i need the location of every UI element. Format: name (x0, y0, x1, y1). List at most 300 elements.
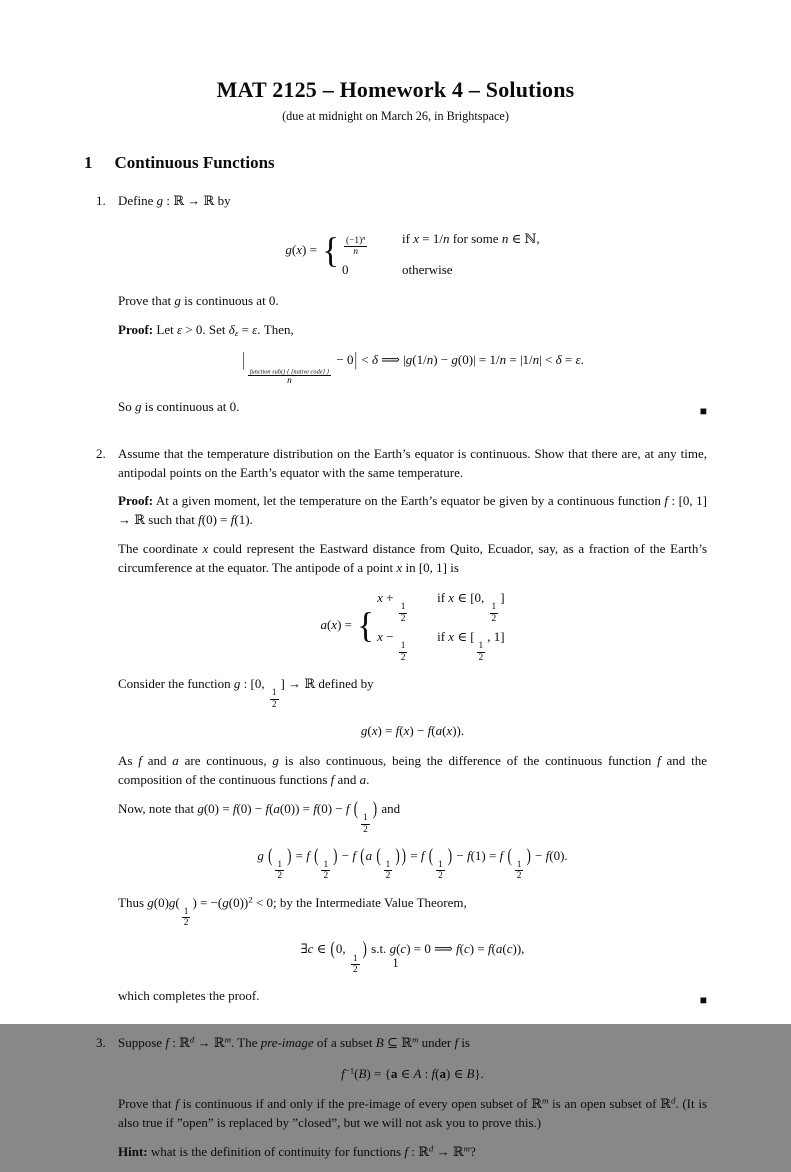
problem-2-continuity-argument (118, 752, 707, 789)
superscript: 2 (248, 894, 253, 905)
problem-1 (96, 192, 707, 427)
text-run: x (377, 629, 383, 645)
text-run: 1 (363, 813, 368, 824)
text-run: f (306, 847, 310, 863)
text-run: f (230, 512, 235, 528)
cases-value (377, 589, 425, 624)
text-run: Consider the function (118, 675, 234, 691)
text-run: 1 (478, 641, 484, 652)
text-run: : (421, 1065, 432, 1081)
text-run: 1 (491, 602, 497, 613)
fraction-denominator (321, 871, 330, 881)
fraction-denominator (399, 653, 408, 663)
text-run: g (257, 847, 264, 863)
text-run: δ (555, 352, 562, 368)
math-fraction (399, 641, 408, 663)
text-run: f (664, 493, 669, 509)
text-run: n (426, 352, 434, 368)
fraction-numerator (321, 860, 330, 872)
text-run: g (147, 894, 154, 910)
text-run (424, 848, 427, 863)
text-run: = (292, 847, 307, 863)
text-run: in [0, 1] is (402, 559, 459, 575)
problem-3 (96, 1034, 707, 1172)
text-run: ( (291, 242, 297, 258)
text-run: c (400, 941, 407, 957)
text-run: f (420, 847, 425, 863)
cases-condition (402, 261, 453, 280)
fraction-numerator (361, 813, 370, 825)
math-cases (320, 222, 539, 280)
text-run: 0, (335, 941, 349, 957)
text-run: x (371, 722, 378, 738)
text-run: < (358, 352, 372, 368)
text-run: . (It is also true if ”open” is replaced by ”closed”, but we will not ask you to prove this.) (118, 1096, 707, 1131)
superscript: m (224, 1034, 231, 1045)
text-run: ( (431, 722, 436, 738)
text-run: ( (354, 1065, 359, 1081)
text-run: x (296, 242, 303, 258)
fraction-numerator (270, 688, 279, 700)
text-run: Prove that (118, 1096, 176, 1112)
text-run: are continuous, (178, 753, 273, 769)
text-run: f (427, 722, 432, 738)
problem-2 (96, 445, 707, 1016)
text-run: Proof: (118, 321, 154, 337)
text-run: g (233, 675, 241, 691)
text-run: (0) − (316, 800, 346, 816)
text-run: f (404, 1143, 408, 1159)
text-run: f (395, 722, 400, 738)
math-fraction (515, 860, 524, 882)
fraction-denominator (490, 614, 499, 624)
page-number: 1 (392, 956, 399, 970)
cases-value (342, 222, 390, 257)
cases-row (342, 222, 540, 257)
problem-1-proof-intro (118, 321, 707, 340)
big-delimiter: ( (376, 843, 381, 866)
problem-2-proof-intro (118, 492, 707, 529)
text-run: otherwise (402, 262, 453, 278)
text-run (264, 848, 267, 863)
cases-value (377, 628, 425, 663)
superscript: m (411, 1034, 419, 1045)
problem-3-statement (118, 1034, 707, 1053)
text-run: Assume that the temperature distribution on the Earth’s equator is continuous. Show that there are, at any time, antipodal points on the Earth’s equator with the same temperature. (118, 445, 707, 480)
text-run: ( (326, 617, 332, 633)
text-run: f (165, 1034, 169, 1050)
text-run: (0) = (201, 512, 231, 528)
text-run: ) = (377, 722, 396, 738)
text-run: g (451, 352, 458, 368)
big-delimiter: ) (526, 843, 531, 866)
text-run: ] (500, 590, 505, 606)
subscript: function sub() { [native code] } (249, 368, 330, 376)
math-fraction (490, 602, 499, 624)
text-run: f (198, 512, 202, 528)
fraction-denominator (351, 247, 360, 257)
qed-square-icon: ■ (699, 992, 707, 1007)
text-run: : [0, (240, 675, 268, 691)
text-run (372, 848, 375, 863)
text-run: Hint: (118, 1143, 148, 1159)
text-run: )). (452, 722, 465, 738)
text-run: 2 (400, 614, 406, 624)
text-run: g (156, 192, 164, 208)
problem-2-consider (118, 675, 707, 710)
big-delimiter: ) (401, 843, 407, 866)
fraction-numerator (436, 860, 445, 872)
text-run: 2 (183, 918, 189, 929)
cases-condition (437, 628, 504, 663)
text-run: under (418, 1034, 455, 1050)
problem-2-thus (118, 894, 707, 929)
text-run: B (466, 1065, 475, 1081)
fraction-numerator (515, 860, 524, 872)
problem-2-body (116, 445, 707, 1016)
text-run: ( (269, 800, 274, 816)
text-run: n (499, 352, 507, 368)
text-run: Proof: (118, 493, 154, 509)
problem-1-body (116, 192, 707, 427)
text-run: )), (512, 941, 525, 957)
text-run: + (382, 590, 397, 606)
document-subtitle: (due at midnight on March 26, in Brightspace) (282, 108, 509, 123)
text-run: 2 (277, 871, 283, 882)
text-run: g (197, 800, 204, 816)
text-run: and the composition of the continuous functions (118, 753, 707, 788)
text-run: ) = (469, 941, 488, 957)
text-run: 2 (516, 871, 522, 882)
text-run: x (448, 629, 455, 645)
fraction-denominator (384, 871, 393, 881)
problem-1-conclusion-text (118, 398, 239, 417)
math-fraction (270, 688, 279, 710)
superscript: m (463, 1143, 471, 1154)
math-fraction (399, 602, 408, 624)
text-run: ) − (409, 722, 428, 738)
text-run: ] → ℝ defined by (280, 675, 374, 691)
text-run: g (174, 292, 181, 308)
text-run: 1 (277, 859, 283, 870)
text-run: 2 (323, 871, 329, 882)
problem-1-statement (118, 192, 707, 211)
text-run: ( (435, 1065, 440, 1081)
text-run: ) = (337, 617, 356, 633)
text-run: 1 (323, 859, 329, 870)
section-heading (84, 151, 707, 175)
text-run: 2 (385, 871, 391, 882)
equation-preimage-definition (118, 1065, 707, 1084)
superscript: d (189, 1034, 195, 1045)
text-run: is continuous at 0. (180, 292, 279, 308)
text-run: : ℝ (168, 1034, 190, 1050)
text-run: is continuous at 0. (141, 399, 240, 415)
cases-brace: { (322, 230, 340, 271)
math-fraction (477, 641, 486, 663)
math-fraction (344, 236, 367, 258)
text-run: a (365, 847, 373, 863)
qed-square-icon: ■ (699, 403, 707, 418)
big-delimiter: ( (507, 843, 512, 866)
equation-g-half (118, 843, 707, 882)
text-run: g (360, 722, 368, 738)
math-fraction (361, 813, 370, 835)
big-delimiter: ) (333, 843, 338, 866)
big-delimiter: ( (353, 797, 359, 819)
text-run: So (118, 399, 135, 415)
text-run: a (390, 1065, 398, 1081)
text-run: = (407, 847, 421, 863)
document-title: MAT 2125 – Homework 4 – Solutions (216, 77, 575, 102)
fraction-numerator (248, 365, 331, 377)
text-run: is also continuous, being the difference of the continuous function (278, 753, 658, 769)
text-run: . (580, 352, 584, 368)
text-run: is (458, 1034, 470, 1050)
text-run: , 1] (487, 629, 505, 645)
text-run: f (456, 941, 460, 957)
text-run: = |1/ (506, 352, 533, 368)
problem-1-conclusion (118, 398, 707, 417)
text-run (356, 848, 359, 863)
cases-value (342, 261, 390, 280)
text-run (349, 801, 352, 816)
subscript: ε (234, 327, 239, 338)
text-run: 2 (271, 699, 277, 710)
text-run: ⊆ ℝ (383, 1034, 412, 1050)
text-run: pre-image (260, 1034, 314, 1050)
text-run: ( (442, 722, 447, 738)
text-run: (−1) (346, 235, 363, 246)
text-run: Now, note that (118, 800, 198, 816)
text-run: if (437, 590, 449, 606)
text-run: a (359, 772, 367, 788)
text-run: 2 (478, 652, 484, 663)
text-run: is continuous if and only if the pre-image of every open subset of ℝ (178, 1096, 542, 1112)
fraction-denominator (515, 871, 524, 881)
text-run: ( (175, 894, 180, 910)
text-run: ε (252, 321, 258, 337)
text-run: ∈ (397, 1065, 414, 1081)
text-run: δ (228, 321, 235, 337)
text-run: 1 (400, 602, 406, 613)
text-run: and (378, 800, 401, 816)
text-run: c (506, 941, 513, 957)
big-delimiter: ( (360, 843, 365, 866)
superscript: d (428, 1143, 434, 1154)
text-run: ( (396, 941, 401, 957)
text-run: and (334, 772, 360, 788)
cases-rows (377, 589, 504, 663)
cases-brace: { (357, 605, 375, 646)
text-run: Let (153, 321, 177, 337)
big-delimiter: ) (395, 843, 400, 866)
text-run: : ℝ (407, 1143, 429, 1159)
text-run: a (320, 617, 327, 633)
text-run: 2 (363, 824, 368, 835)
text-run: ( (399, 722, 404, 738)
text-run: f (431, 1065, 436, 1081)
equation-g-of-x (118, 722, 707, 741)
problem-2-conclusion (118, 987, 707, 1006)
text-run: x (202, 540, 209, 556)
text-run: ∃ (300, 941, 308, 957)
big-delimiter: ) (287, 843, 292, 866)
text-run: − (338, 847, 353, 863)
fraction-denominator (275, 871, 284, 881)
text-run: and (141, 753, 173, 769)
problem-3-task (118, 1095, 707, 1132)
text-run: (0) = (203, 800, 233, 816)
text-run: f (313, 800, 317, 816)
text-run: (0) − (236, 800, 266, 816)
text-run: f (499, 847, 504, 863)
text-run: if (402, 231, 414, 247)
text-run: The coordinate (118, 540, 203, 556)
text-run: − (382, 629, 397, 645)
math-fraction (275, 860, 284, 882)
fraction-denominator (477, 653, 486, 663)
text-run: a (495, 941, 503, 957)
text-run: B (375, 1034, 384, 1050)
text-run: ) = −( (192, 894, 223, 910)
text-run: n (501, 231, 509, 247)
text-run: x (448, 590, 455, 606)
text-run: = (561, 352, 576, 368)
text-run: A (413, 1065, 422, 1081)
text-run: (0). (549, 847, 568, 863)
text-run: n (442, 231, 450, 247)
cases-rows (342, 222, 540, 280)
equation-epsilon-delta (118, 348, 707, 387)
text-run: g (272, 753, 279, 769)
text-run: is an open subset of ℝ (548, 1096, 671, 1112)
text-run: (0)| = 1/ (457, 352, 500, 368)
text-run: Define (118, 192, 157, 208)
problem-2-coordinate-paragraph (118, 540, 707, 577)
text-run (503, 848, 506, 863)
fraction-denominator (436, 871, 445, 881)
fraction-denominator (285, 376, 294, 386)
text-run: x (446, 722, 453, 738)
section-title: Continuous Functions (114, 153, 275, 173)
text-run: if (437, 629, 449, 645)
text-run: Prove that (118, 292, 175, 308)
text-run: g (389, 941, 397, 957)
big-delimiter: ( (314, 843, 319, 866)
problem-3-hint (118, 1143, 707, 1162)
text-run: 2 (400, 652, 406, 663)
text-run: f (330, 772, 335, 788)
text-run: ) = 0 ⟹ (406, 941, 456, 957)
math-fraction (248, 365, 331, 387)
text-run: x (413, 231, 420, 247)
text-run: g (222, 894, 229, 910)
text-run: ∈ [ (454, 629, 475, 645)
big-delimiter: ) (362, 937, 367, 960)
text-run: g (285, 242, 292, 258)
problem-2-now-note (118, 797, 707, 835)
text-run: f (466, 847, 471, 863)
text-run: f (138, 753, 142, 769)
text-run: 2 (438, 871, 443, 882)
text-run: (1). (234, 512, 253, 528)
text-run: As (118, 753, 139, 769)
text-run: ( (502, 941, 507, 957)
text-run: f (265, 800, 270, 816)
text-run: (0)) (228, 894, 249, 910)
text-run: ( (459, 941, 464, 957)
text-run: ∈ ℕ, (508, 231, 540, 247)
text-run: f (487, 941, 492, 957)
text-run: = 1/ (419, 231, 443, 247)
text-run: − (453, 847, 467, 863)
text-run: g (405, 352, 413, 368)
problem-3-number: 3. (96, 1034, 106, 1050)
text-run: δ (371, 352, 379, 368)
superscript: d (670, 1095, 676, 1106)
text-run: > 0. Set (182, 321, 229, 337)
text-run: 2 (491, 614, 497, 624)
fraction-numerator (344, 236, 367, 248)
superscript: −1 (344, 1065, 355, 1076)
text-run: ) ∈ (446, 1065, 467, 1081)
big-delimiter: ) (447, 843, 453, 866)
text-run: n (353, 247, 359, 258)
cases-row (342, 261, 540, 280)
text-run: < 0; by the Intermediate Value Theorem, (252, 894, 467, 910)
text-run: g (134, 399, 142, 415)
text-run: Thus (118, 894, 148, 910)
problem-1-number: 1. (96, 192, 106, 208)
text-run: − (531, 847, 546, 863)
text-run: for some (449, 231, 502, 247)
big-delimiter: ) (372, 797, 378, 819)
fraction-denominator (399, 614, 408, 624)
text-run: | < (539, 352, 556, 368)
text-run: 1 (385, 859, 391, 870)
text-run: = (238, 321, 253, 337)
text-run: ε (575, 352, 581, 368)
superscript: n (362, 234, 366, 242)
text-run: ) = { (366, 1065, 391, 1081)
text-run: : [0, 1] → ℝ such that (118, 493, 707, 528)
text-run: → ℝ (194, 1034, 225, 1050)
cases-row (377, 628, 504, 663)
text-run: what is the definition of continuity for functions (147, 1143, 405, 1159)
fraction-numerator (399, 602, 408, 614)
text-run: 0 (342, 262, 349, 278)
text-run: ∈ [0, (454, 590, 488, 606)
text-run: a (273, 800, 280, 816)
text-run: of a subset (313, 1034, 376, 1050)
text-run: a (439, 1065, 446, 1081)
text-run: a (435, 722, 443, 738)
text-run: (1) = (470, 847, 500, 863)
text-run: → ℝ (433, 1143, 464, 1159)
text-run: f (657, 753, 661, 769)
big-delimiter: ( (330, 937, 335, 960)
equation-antipode-definition (118, 589, 707, 663)
math-fraction (321, 860, 330, 882)
text-run: n (532, 352, 540, 368)
text-run: x (377, 590, 383, 606)
text-run: x (396, 559, 403, 575)
text-run: c (463, 941, 470, 957)
superscript: m (541, 1095, 549, 1106)
big-delimiter: | (354, 348, 358, 371)
text-run: x (331, 617, 338, 633)
